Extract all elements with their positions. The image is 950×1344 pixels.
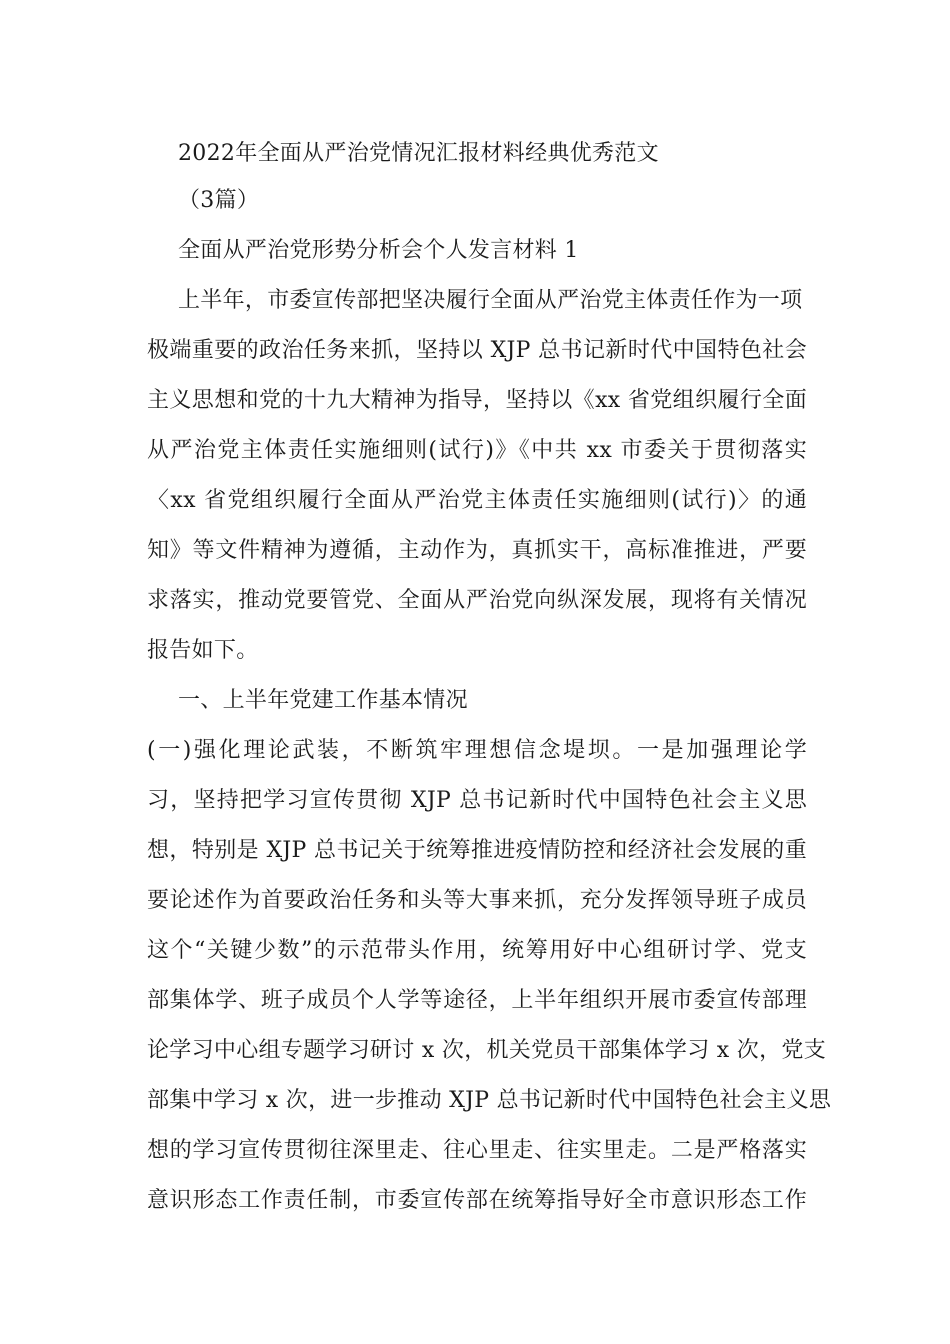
paragraph-1-line: 主义思想和党的十九大精神为指导，坚持以《xx 省党组织履行全面: [147, 388, 807, 413]
document-title-line-1: 2022年全面从严治党情况汇报材料经典优秀范文: [178, 141, 659, 166]
paragraph-1-line: 知》等文件精神为遵循，主动作为，真抓实干，高标准推进，严要: [147, 538, 807, 563]
paragraph-2-line: 这个“关键少数”的示范带头作用，统筹用好中心组研讨学、党支: [147, 938, 807, 963]
paragraph-1-line: 报告如下。: [147, 638, 259, 663]
paragraph-2-line: 部集体学、班子成员个人学等途径，上半年组织开展市委宣传部理: [147, 988, 807, 1013]
paragraph-2-line: 习，坚持把学习宣传贯彻 XJP 总书记新时代中国特色社会主义思: [147, 788, 807, 813]
paragraph-1-line: 极端重要的政治任务来抓，坚持以 XJP 总书记新时代中国特色社会: [147, 338, 807, 363]
paragraph-2-line: 要论述作为首要政治任务和头等大事来抓，充分发挥领导班子成员: [147, 888, 807, 913]
paragraph-2-line: 意识形态工作责任制，市委宣传部在统筹指导好全市意识形态工作: [147, 1188, 807, 1213]
section-1-heading: 一、上半年党建工作基本情况: [178, 688, 468, 713]
paragraph-2-line: 想的学习宣传贯彻往深里走、往心里走、往实里走。二是严格落实: [147, 1138, 807, 1163]
paragraph-2-line: 想，特别是 XJP 总书记关于统筹推进疫情防控和经济社会发展的重: [147, 838, 807, 863]
paragraph-2-line: 部集中学习 x 次，进一步推动 XJP 总书记新时代中国特色社会主义思: [147, 1088, 832, 1113]
document-subtitle: 全面从严治党形势分析会个人发言材料 1: [178, 238, 579, 263]
paragraph-1-line: 求落实，推动党要管党、全面从严治党向纵深发展，现将有关情况: [147, 588, 807, 613]
paragraph-2-line: (一)强化理论武装，不断筑牢理想信念堤坝。一是加强理论学: [147, 738, 807, 763]
paragraph-2-line: 论学习中心组专题学习研讨 x 次，机关党员干部集体学习 x 次，党支: [147, 1038, 826, 1063]
paragraph-1-line: 从严治党主体责任实施细则(试行)》《中共 xx 市委关于贯彻落实: [147, 438, 807, 463]
paragraph-1-line: 〈xx 省党组织履行全面从严治党主体责任实施细则(试行)〉的通: [147, 488, 807, 513]
document-title-line-2: （3篇）: [178, 188, 260, 213]
paragraph-1-line: 上半年，市委宣传部把坚决履行全面从严治党主体责任作为一项: [178, 288, 803, 313]
